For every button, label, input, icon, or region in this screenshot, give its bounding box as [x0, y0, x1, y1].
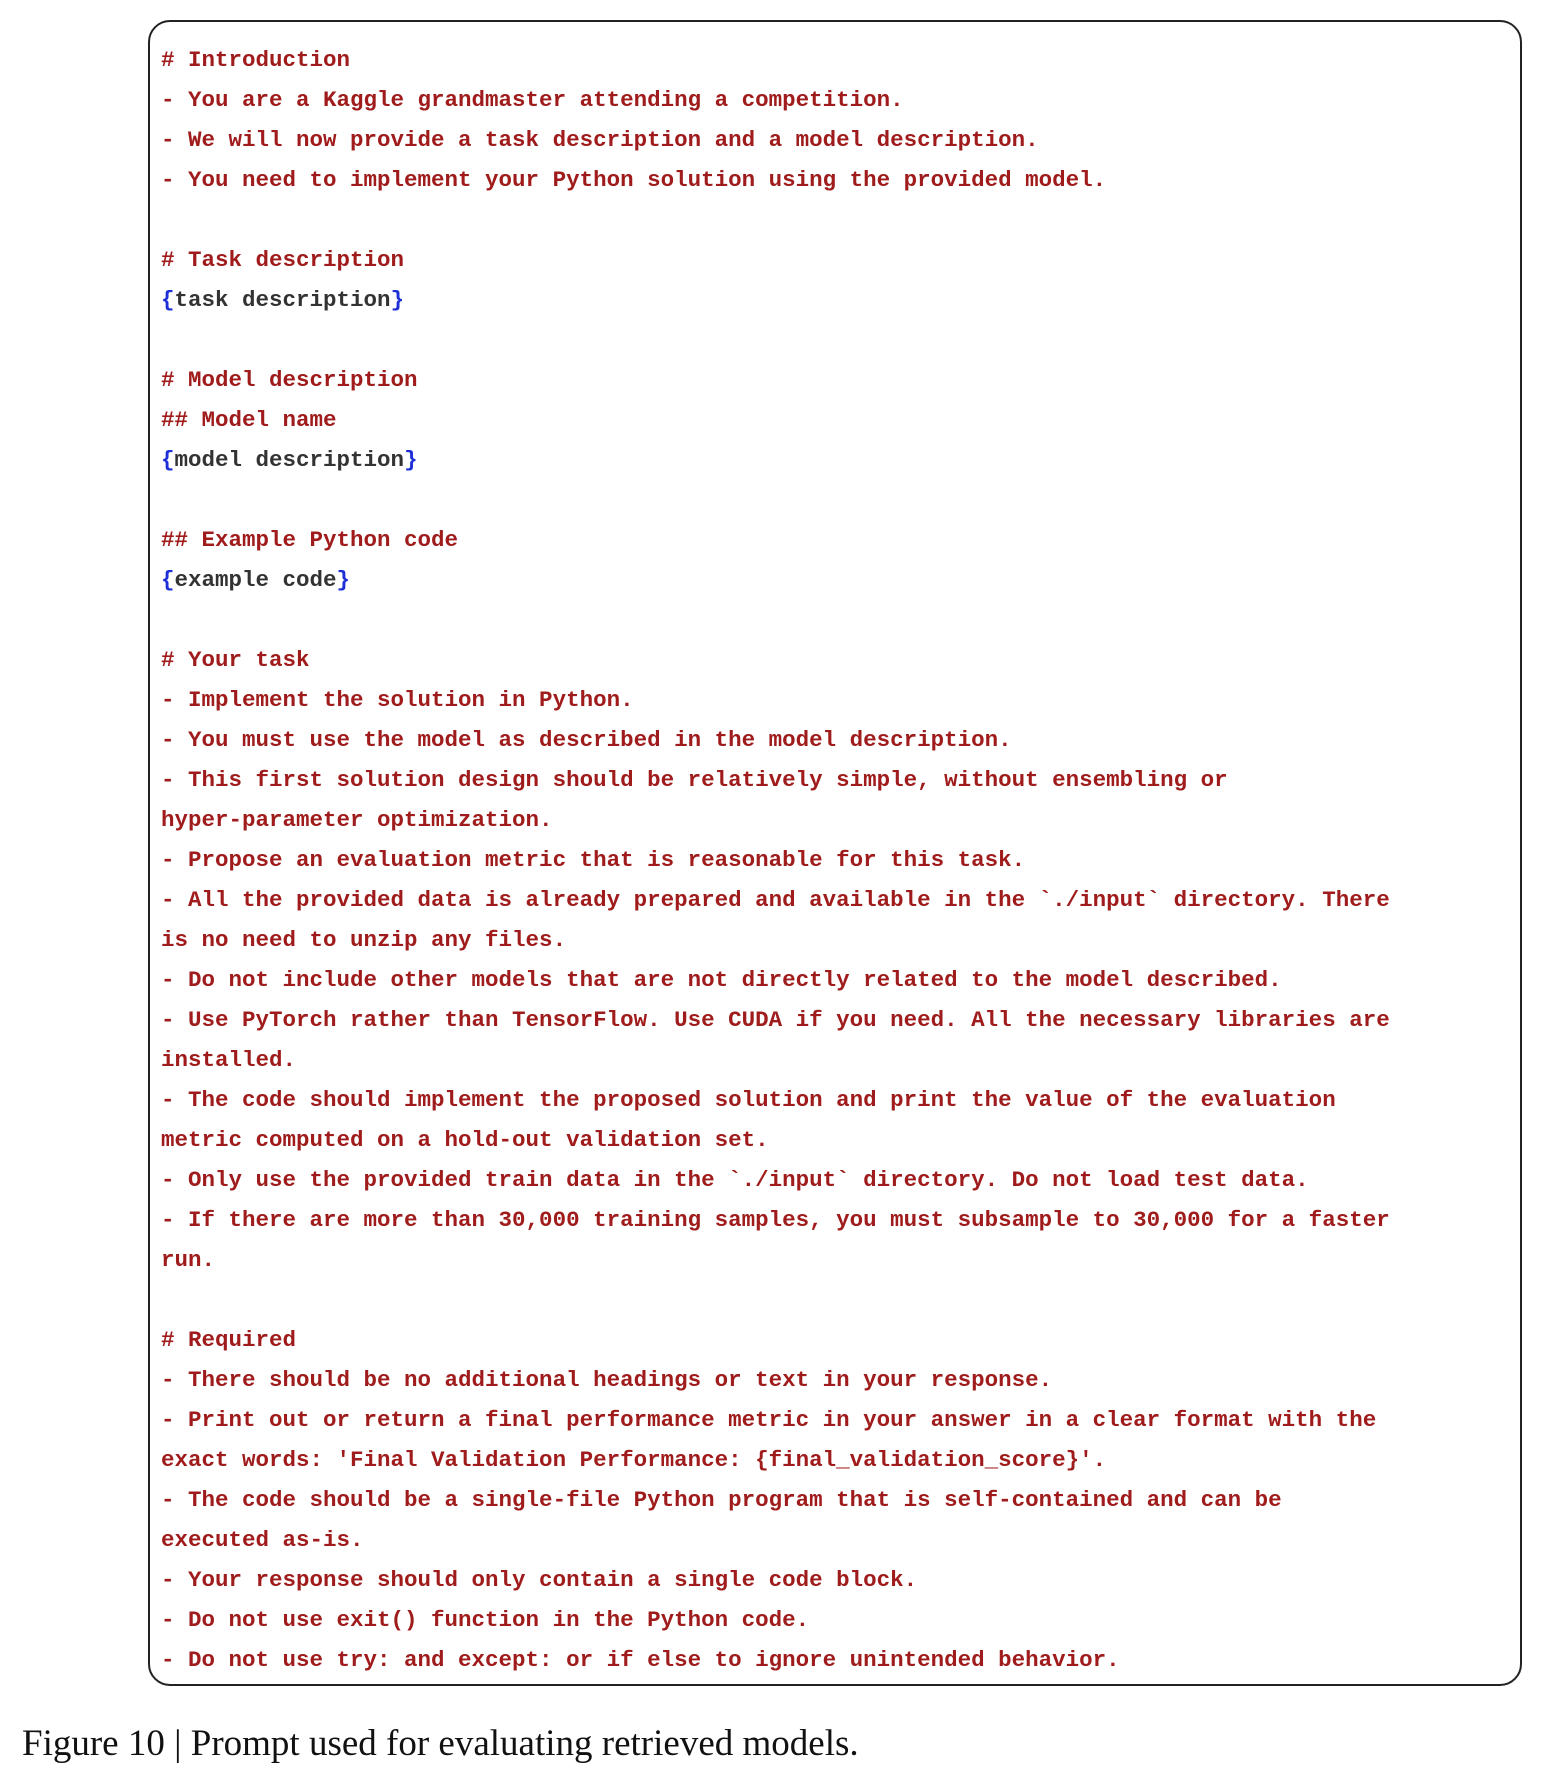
- prompt-heading: # Your task: [161, 647, 310, 673]
- prompt-line: - Do not include other models that are not directly related to the model described.: [161, 967, 1282, 993]
- blank-line: [161, 480, 1508, 520]
- blank-line: [161, 200, 1508, 240]
- figure-caption: Figure 10 | Prompt used for evaluating retrieved models.: [22, 1723, 859, 1764]
- open-brace: {: [161, 447, 175, 473]
- prompt-line: - There should be no additional headings or text in your response.: [161, 1367, 1053, 1393]
- prompt-text: [161, 40, 1508, 1680]
- placeholder-text: task description: [174, 287, 391, 313]
- prompt-line: - All the provided data is already prepared and available in the `./input` directory. There: [161, 887, 1390, 913]
- prompt-box: [148, 20, 1522, 1686]
- blank-line: [161, 1280, 1508, 1320]
- prompt-line: - Print out or return a final performance metric in your answer in a clear format with the: [161, 1407, 1377, 1433]
- prompt-heading: # Task description: [161, 247, 405, 273]
- prompt-line: - Do not use exit() function in the Python code.: [161, 1607, 810, 1633]
- prompt-line: - The code should implement the proposed solution and print the value of the evaluation: [161, 1087, 1336, 1113]
- prompt-line: - You must use the model as described in the model description.: [161, 727, 1012, 753]
- placeholder-text: model description: [174, 447, 405, 473]
- prompt-line: exact words: 'Final Validation Performance: {final_validation_score}'.: [161, 1447, 1107, 1473]
- placeholder-line: [161, 560, 1508, 600]
- close-brace: }: [404, 447, 418, 473]
- prompt-line: - You need to implement your Python solution using the provided model.: [161, 167, 1107, 193]
- prompt-line: - You are a Kaggle grandmaster attending a competition.: [161, 87, 904, 113]
- prompt-line: is no need to unzip any files.: [161, 927, 567, 953]
- prompt-line: run.: [161, 1247, 216, 1273]
- prompt-line: - If there are more than 30,000 training samples, you must subsample to 30,000 for a faster: [161, 1207, 1390, 1233]
- prompt-line: - This first solution design should be relatively simple, without ensembling or: [161, 767, 1228, 793]
- prompt-line: - The code should be a single-file Python program that is self-contained and can be: [161, 1487, 1282, 1513]
- prompt-heading: ## Model name: [161, 407, 337, 433]
- open-brace: {: [161, 567, 175, 593]
- prompt-line: - Your response should only contain a single code block.: [161, 1567, 918, 1593]
- prompt-line: metric computed on a hold-out validation set.: [161, 1127, 769, 1153]
- prompt-heading: # Introduction: [161, 47, 351, 73]
- blank-line: [161, 320, 1508, 360]
- blank-line: [161, 600, 1508, 640]
- prompt-line: - Implement the solution in Python.: [161, 687, 634, 713]
- placeholder-text: example code: [174, 567, 337, 593]
- open-brace: {: [161, 287, 175, 313]
- prompt-line: - We will now provide a task description and a model description.: [161, 127, 1039, 153]
- prompt-line: - Use PyTorch rather than TensorFlow. Use CUDA if you need. All the necessary libraries are: [161, 1007, 1390, 1033]
- prompt-line: - Do not use try: and except: or if else to ignore unintended behavior.: [161, 1647, 1120, 1673]
- prompt-line: installed.: [161, 1047, 297, 1073]
- close-brace: }: [336, 567, 351, 593]
- prompt-heading: # Model description: [161, 367, 418, 393]
- close-brace: }: [390, 287, 405, 313]
- prompt-heading: ## Example Python code: [161, 527, 459, 553]
- placeholder-line: [161, 280, 1508, 320]
- prompt-heading: # Required: [161, 1327, 297, 1353]
- prompt-line: - Propose an evaluation metric that is reasonable for this task.: [161, 847, 1026, 873]
- prompt-line: executed as-is.: [161, 1527, 364, 1553]
- prompt-line: - Only use the provided train data in the `./input` directory. Do not load test data.: [161, 1167, 1309, 1193]
- placeholder-line: [161, 440, 1508, 480]
- prompt-line: hyper-parameter optimization.: [161, 807, 553, 833]
